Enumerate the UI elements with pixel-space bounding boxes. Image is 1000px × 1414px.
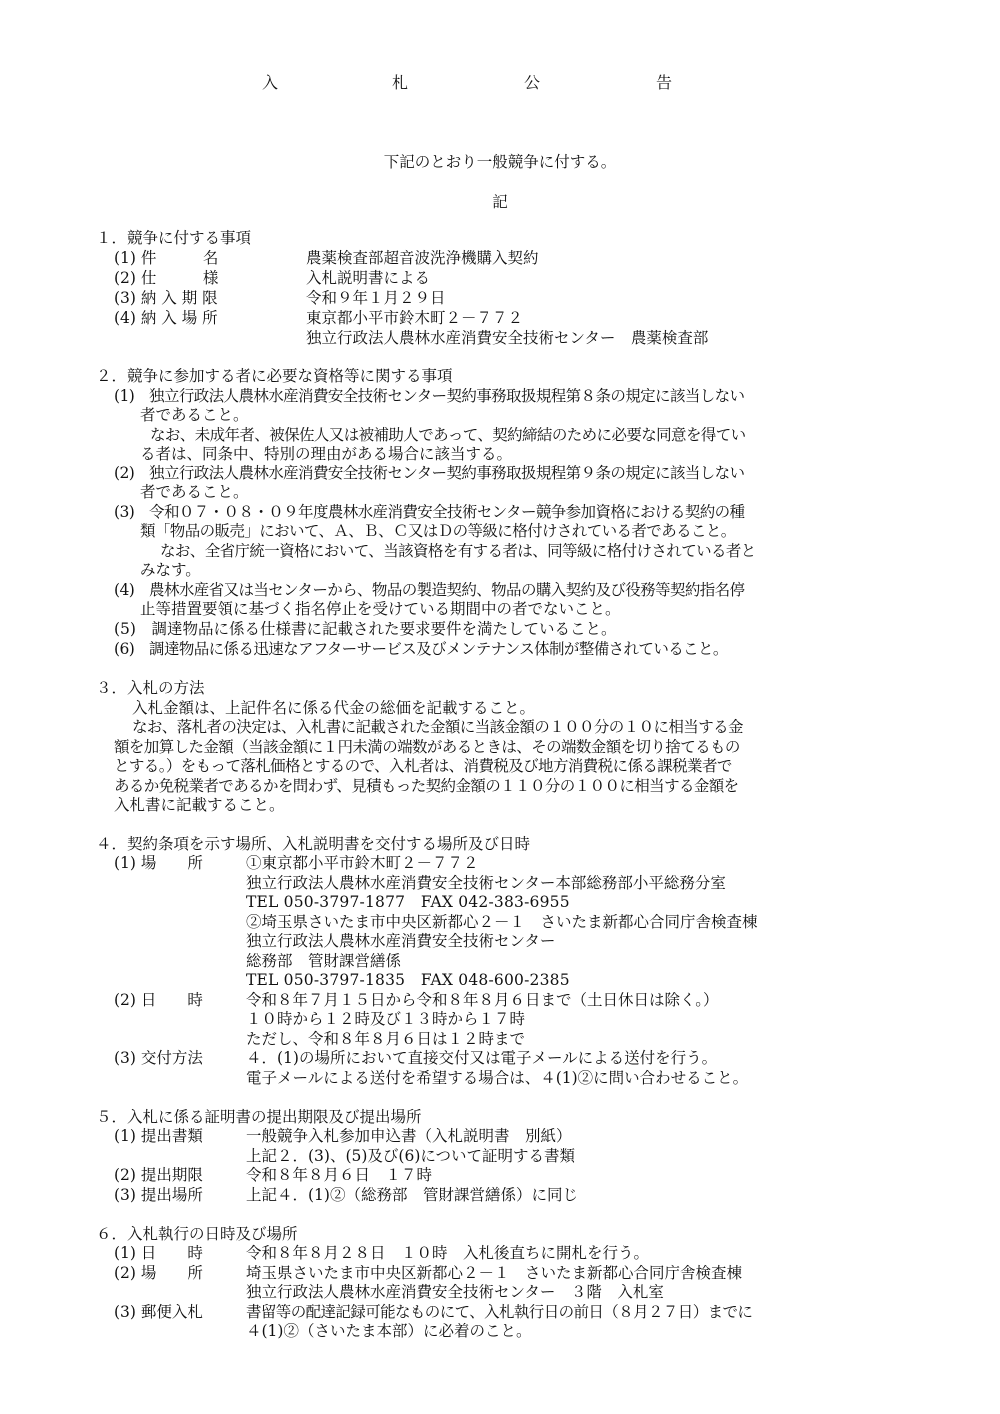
paragraph-line: とする。）をもって落札価格とするので、入札者は、消費税及び地方消費税に係る課税業者で	[114, 757, 732, 775]
paragraph-line: (2) 独立行政法人農林水産消費安全技術センター契約事務取扱規程第９条の規定に該当しない	[114, 464, 745, 482]
paragraph-line: 止等措置要領に基づく指名停止を受けている期間中の者でないこと。	[140, 600, 621, 618]
paragraph-line: 入札書に記載すること。	[114, 796, 285, 814]
paragraph-line: 者であること。	[140, 483, 249, 501]
paragraph-line: あるか免税業者であるかを問わず、見積もった契約金額の１１０分の１００に相当する金額を	[114, 777, 739, 795]
section-heading: ２．競争に参加する者に必要な資格等に関する事項	[96, 367, 453, 385]
paragraph-line: なお、未成年者、被保佐人又は被補助人であって、契約締結のために必要な同意を得てい	[150, 426, 746, 444]
item-value: 上記４．(1)②（総務部 管財課営繕係）に同じ	[246, 1186, 578, 1204]
ki-mark: 記	[492, 193, 508, 211]
item-value: ②埼玉県さいたま市中央区新都心２－１ さいたま新都心合同庁舎検査棟	[246, 913, 758, 931]
item-value: 上記２．(3)、(5)及び(6)について証明する書類	[246, 1147, 576, 1165]
section-heading: ６．入札執行の日時及び場所	[96, 1225, 298, 1243]
document-title	[0, 70, 1000, 94]
paragraph-line: なお、全省庁統一資格において、当該資格を有する者は、同等級に格付けされている者と	[160, 542, 756, 560]
title-char: 入	[262, 73, 279, 92]
paragraph-line: (6) 調達物品に係る迅速なアフターサービス及びメンテナンス体制が整備されていること。	[114, 640, 728, 658]
title-char: 公	[524, 73, 541, 92]
item-label: (1) 場 所	[114, 854, 203, 872]
item-value: 令和９年１月２９日	[306, 289, 446, 307]
item-label: (1) 日 時	[114, 1244, 203, 1262]
item-value: 東京都小平市鈴木町２－７７２	[306, 309, 524, 327]
section-heading: １．競争に付する事項	[96, 229, 252, 247]
item-value: 一般競争入札参加申込書（入札説明書 別紙）	[246, 1127, 572, 1145]
section-heading: ５．入札に係る証明書の提出期限及び提出場所	[96, 1108, 422, 1126]
paragraph-line: (3) 令和０７・０８・０９年度農林水産消費安全技術センター競争参加資格における契約の種	[114, 503, 745, 521]
item-value: 書留等の配達記録可能なものにて、入札執行日の前日（８月２７日）までに	[246, 1303, 753, 1321]
item-label: (3) 提出場所	[114, 1186, 203, 1204]
item-label: (4) 納 入 場 所	[114, 309, 218, 327]
item-label: (2) 場 所	[114, 1264, 203, 1282]
item-value: 独立行政法人農林水産消費安全技術センター ３階 入札室	[246, 1283, 664, 1301]
item-label: (3) 郵便入札	[114, 1303, 203, 1321]
paragraph-line: みなす。	[140, 561, 201, 579]
item-label: (2) 提出期限	[114, 1166, 203, 1184]
title-char: 告	[656, 73, 673, 92]
item-value: 令和８年７月１５日から令和８年８月６日まで（土日休日は除く。）	[246, 991, 719, 1009]
item-label: (2) 日 時	[114, 991, 203, 1009]
paragraph-line: 入札金額は、上記件名に係る代金の総価を記載すること。	[132, 699, 536, 717]
section-heading: ３．入札の方法	[96, 679, 205, 697]
item-value: ただし、令和８年８月６日は１２時まで	[246, 1030, 526, 1048]
item-value: 埼玉県さいたま市中央区新都心２－１ さいたま新都心合同庁舎検査棟	[246, 1264, 743, 1282]
item-value: 独立行政法人農林水産消費安全技術センター 農薬検査部	[306, 329, 709, 347]
item-label: (1) 提出書類	[114, 1127, 203, 1145]
item-value: １０時から１２時及び１３時から１７時	[246, 1010, 526, 1028]
paragraph-line: る者は、同条中、特別の理由がある場合に該当する。	[140, 445, 513, 463]
item-value: 令和８年８月６日 １７時	[246, 1166, 433, 1184]
item-value: 電子メールによる送付を希望する場合は、４(1)②に問い合わせること。	[246, 1069, 749, 1087]
paragraph-line: なお、落札者の決定は、入札書に記載された金額に当該金額の１００分の１０に相当する金	[132, 718, 743, 736]
item-label: (3) 納 入 期 限	[114, 289, 218, 307]
title-char: 札	[392, 73, 409, 92]
item-value: 農薬検査部超音波洗浄機購入契約	[306, 249, 539, 267]
paragraph-line: 類「物品の販売」において、Ａ、Ｂ、Ｃ又はＤの等級に格付けされている者であること。	[140, 522, 736, 540]
item-label: (3) 交付方法	[114, 1049, 203, 1067]
item-label: (2) 仕 様	[114, 269, 219, 287]
item-value: 令和８年８月２８日 １０時 入札後直ちに開札を行う。	[246, 1244, 650, 1262]
paragraph-line: (4) 農林水産省又は当センターから、物品の製造契約、物品の購入契約及び役務等契約指名停	[114, 581, 745, 599]
paragraph-line: 者であること。	[140, 406, 249, 424]
item-value: ４(1)②（さいたま本部）に必着のこと。	[246, 1322, 532, 1340]
item-value: ①東京都小平市鈴木町２－７７２	[246, 854, 479, 872]
paragraph-line: (1) 独立行政法人農林水産消費安全技術センター契約事務取扱規程第８条の規定に該当しない	[114, 387, 745, 405]
item-value: TEL 050-3797-1877 FAX 042-383-6955	[246, 893, 570, 911]
item-value: 入札説明書による	[306, 269, 431, 287]
intro-text: 下記のとおり一般競争に付する。	[383, 153, 617, 171]
section-heading: ４．契約条項を示す場所、入札説明書を交付する場所及び日時	[96, 835, 531, 853]
item-value: 独立行政法人農林水産消費安全技術センター本部総務部小平総務分室	[246, 874, 726, 892]
item-value: TEL 050-3797-1835 FAX 048-600-2385	[246, 971, 570, 989]
paragraph-line: (5) 調達物品に係る仕様書に記載された要求要件を満たしていること。	[114, 620, 617, 638]
item-value: 独立行政法人農林水産消費安全技術センター	[246, 932, 556, 950]
paragraph-line: 額を加算した金額（当該金額に１円未満の端数があるときは、その端数金額を切り捨てるもの	[114, 738, 740, 756]
item-label: (1) 件 名	[114, 249, 219, 267]
item-value: 総務部 管財課営繕係	[246, 952, 402, 970]
item-value: ４．(1)の場所において直接交付又は電子メールによる送付を行う。	[246, 1049, 718, 1067]
